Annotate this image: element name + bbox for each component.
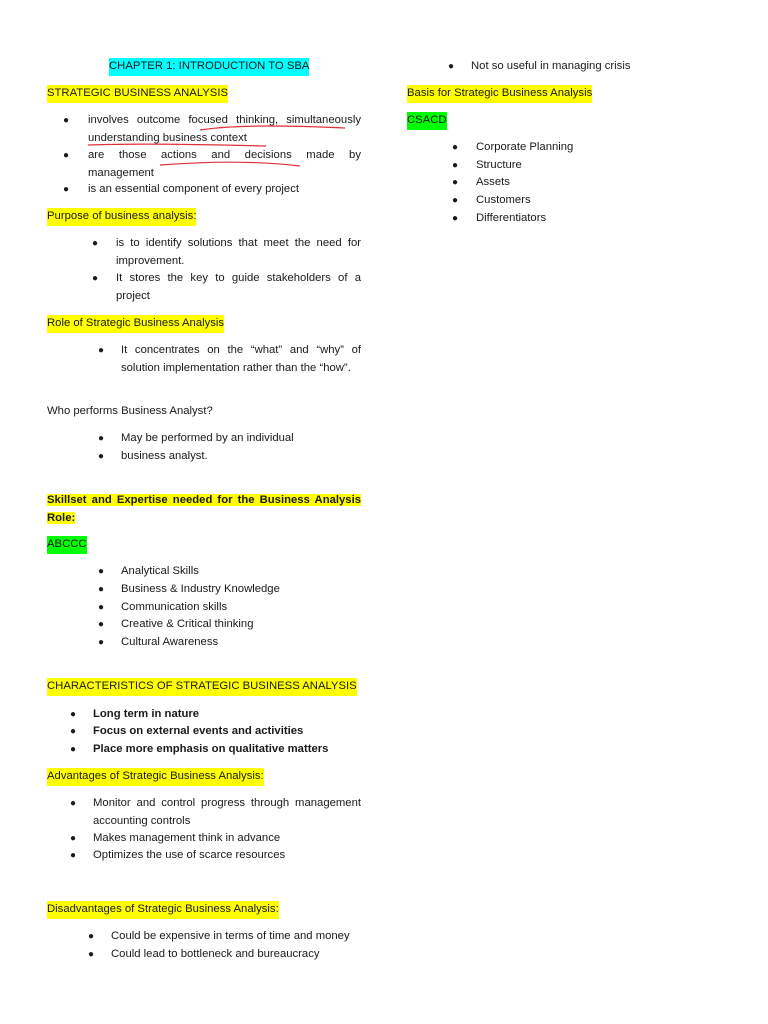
- skillset-heading-text: Skillset and Expertise needed for the Business Analysis Role:: [47, 494, 361, 524]
- disadvantage-item: Could lead to bottleneck and bureaucracy: [111, 948, 320, 960]
- bullet-icon: ●: [448, 61, 455, 72]
- basis-item: Corporate Planning: [476, 141, 574, 153]
- basis-item: Differentiators: [476, 212, 547, 224]
- bullet-icon: ●: [98, 345, 105, 356]
- bullet-icon: ●: [92, 238, 99, 249]
- sba-point: is an essential component of every project: [88, 183, 299, 195]
- purpose-point: is to identify solutions that meet the need for improvement.: [116, 237, 361, 267]
- skill-item: Business & Industry Knowledge: [121, 583, 280, 595]
- purpose-point: It stores the key to guide stakeholders of a project: [116, 272, 361, 302]
- advantage-item: Optimizes the use of scarce resources: [93, 849, 286, 861]
- purpose-heading: Purpose of business analysis:: [47, 208, 196, 226]
- skill-item: Analytical Skills: [121, 565, 199, 577]
- characteristic-item: Long term in nature: [93, 708, 200, 720]
- advantages-heading: Advantages of Strategic Business Analysis:: [47, 768, 264, 786]
- bullet-icon: ●: [63, 115, 70, 126]
- who-heading: Who performs Business Analyst?: [47, 405, 213, 417]
- who-point: business analyst.: [121, 450, 208, 462]
- advantage-item: Makes management think in advance: [93, 832, 281, 844]
- characteristic-item: Focus on external events and activities: [93, 725, 304, 737]
- basis-acronym: CSACD: [407, 112, 447, 130]
- role-point: It concentrates on the “what” and “why” of solution implementation rather than the “how”.: [121, 344, 361, 374]
- sba-heading: STRATEGIC BUSINESS ANALYSIS: [47, 85, 228, 103]
- skill-item: Cultural Awareness: [121, 636, 219, 648]
- characteristic-item: Place more emphasis on qualitative matters: [93, 743, 329, 755]
- bullet-icon: ●: [452, 177, 459, 188]
- disadvantages-heading: Disadvantages of Strategic Business Analysis:: [47, 901, 279, 919]
- bullet-icon: ●: [70, 726, 77, 737]
- bullet-icon: ●: [70, 744, 77, 755]
- bullet-icon: ●: [70, 709, 77, 720]
- bullet-icon: ●: [70, 850, 77, 861]
- bullet-icon: ●: [98, 584, 105, 595]
- bullet-icon: ●: [88, 949, 95, 960]
- bullet-icon: ●: [452, 142, 459, 153]
- basis-item: Structure: [476, 159, 522, 171]
- skill-item: Creative & Critical thinking: [121, 618, 254, 630]
- sba-point: are those actions and decisions made by management: [88, 149, 361, 179]
- basis-heading: Basis for Strategic Business Analysis: [407, 85, 592, 103]
- bullet-icon: ●: [98, 433, 105, 444]
- skillset-heading: [47, 492, 361, 527]
- who-point: May be performed by an individual: [121, 432, 294, 444]
- bullet-icon: ●: [98, 566, 105, 577]
- bullet-icon: ●: [70, 833, 77, 844]
- sba-point: involves outcome focused thinking, simultaneously understanding business context: [88, 114, 361, 144]
- bullet-icon: ●: [452, 160, 459, 171]
- bullet-icon: ●: [63, 184, 70, 195]
- role-heading: Role of Strategic Business Analysis: [47, 315, 224, 333]
- bullet-icon: ●: [452, 213, 459, 224]
- skill-item: Communication skills: [121, 601, 228, 613]
- chapter-title: CHAPTER 1: INTRODUCTION TO SBA: [109, 58, 309, 76]
- bullet-icon: ●: [88, 931, 95, 942]
- bullet-icon: ●: [452, 195, 459, 206]
- disadvantage-item: Could be expensive in terms of time and money: [111, 930, 350, 942]
- bullet-icon: ●: [92, 273, 99, 284]
- skillset-acronym: ABCCC: [47, 536, 87, 554]
- bullet-icon: ●: [98, 619, 105, 630]
- basis-item: Assets: [476, 176, 510, 188]
- right-point: Not so useful in managing crisis: [471, 60, 631, 72]
- basis-item: Customers: [476, 194, 531, 206]
- bullet-icon: ●: [70, 798, 77, 809]
- bullet-icon: ●: [63, 150, 70, 161]
- bullet-icon: ●: [98, 637, 105, 648]
- bullet-icon: ●: [98, 451, 105, 462]
- advantage-item: Monitor and control progress through management accounting controls: [93, 797, 361, 827]
- characteristics-heading: CHARACTERISTICS OF STRATEGIC BUSINESS ANALYSIS: [47, 678, 357, 696]
- bullet-icon: ●: [98, 602, 105, 613]
